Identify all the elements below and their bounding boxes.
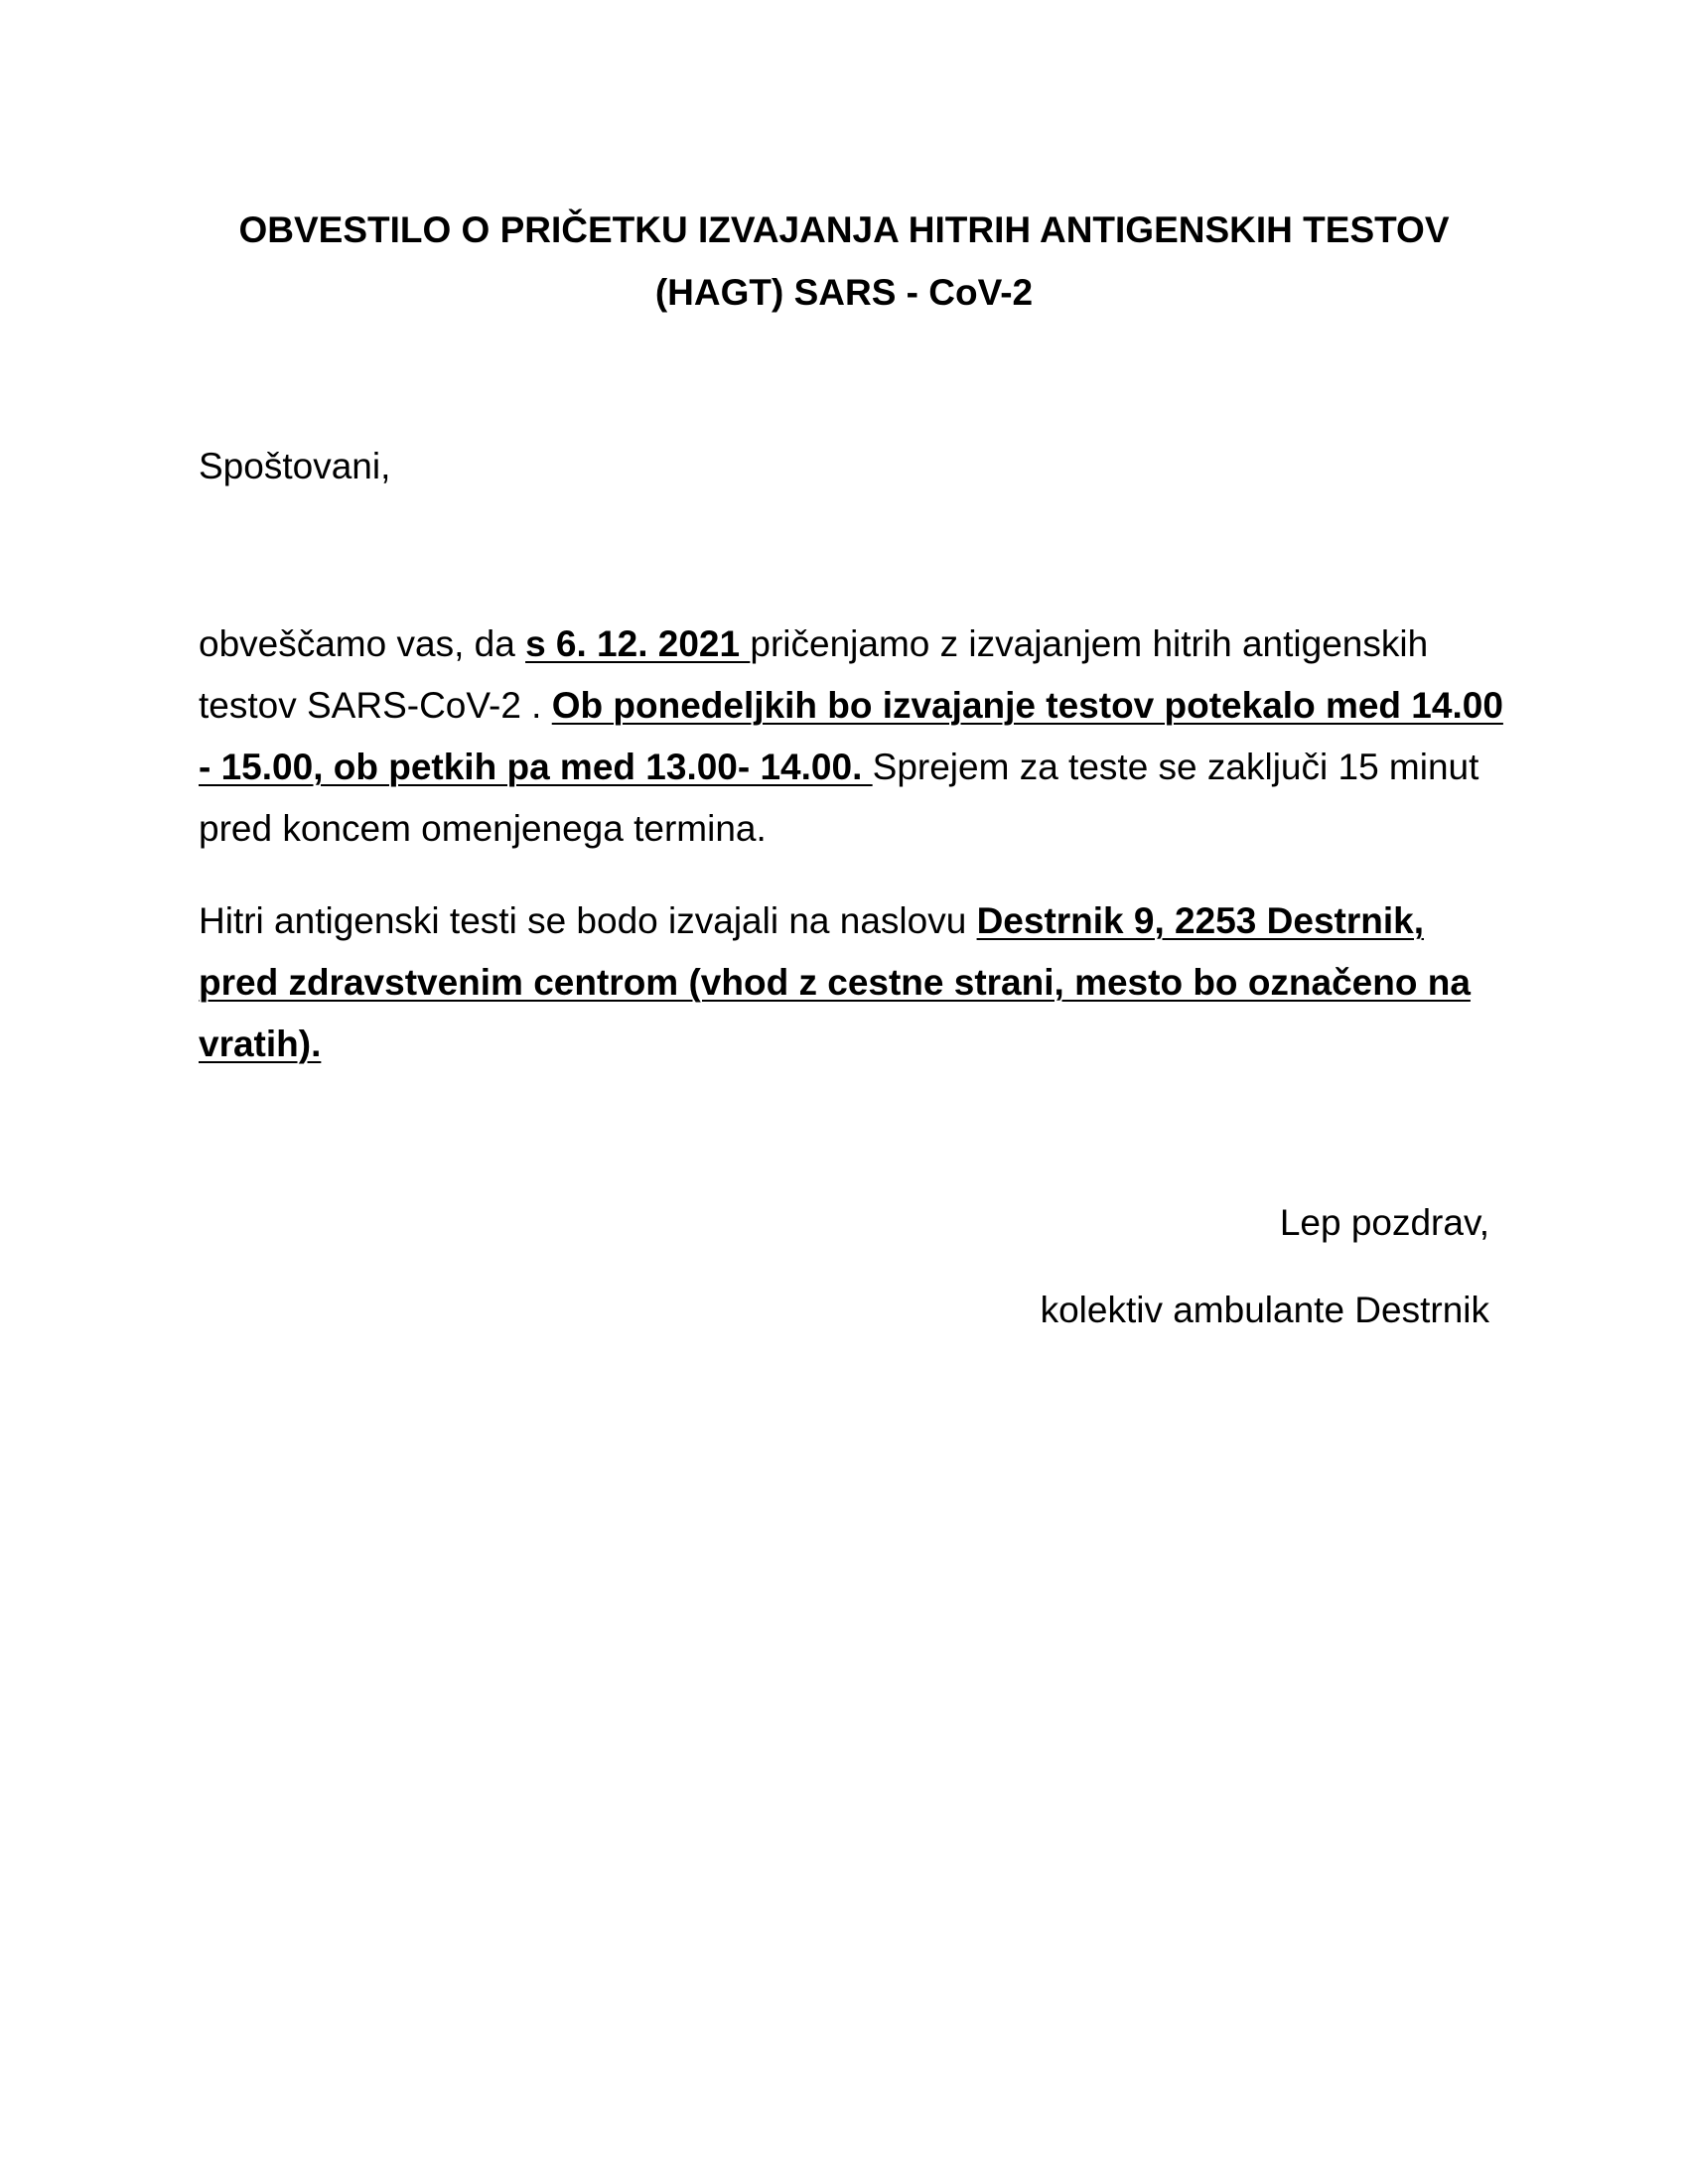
paragraph-text: pričenjamo z izvajanjem hitrih antigenskih testov SARS-CoV-2 . [199, 623, 1429, 726]
testing-schedule: Ob ponedeljkih bo izvajanje testov potekalo med 14.00 - 15.00, ob petkih pa med 13.00- 14.00. [199, 685, 1503, 787]
paragraph-text: obveščamo vas, da [199, 623, 526, 664]
paragraph-text: Sprejem za teste se zaključi 15 minut pred koncem omenjenega termina. [199, 747, 1479, 849]
title-line-2: (HAGT) SARS - CoV-2 [654, 272, 1034, 313]
paragraph-text: Hitri antigenski testi se bodo izvajali na naslovu [199, 900, 977, 941]
location-paragraph [199, 890, 1509, 1075]
start-date: s 6. 12. 2021 [525, 623, 751, 664]
announcement-paragraph [199, 614, 1509, 860]
closing-greeting: Lep pozdrav, [1279, 1202, 1489, 1243]
salutation: Spoštovani, [199, 446, 391, 486]
title-line-1: OBVESTILO O PRIČETKU IZVAJANJA HITRIH ANTIGENSKIH TESTOV [238, 209, 1450, 250]
document-title [199, 199, 1489, 324]
signature: kolektiv ambulante Destrnik [1040, 1290, 1489, 1330]
testing-address: Destrnik 9, 2253 Destrnik, pred zdravstvenim centrom (vhod z cestne strani, mesto bo označeno na vratih). [199, 900, 1471, 1064]
